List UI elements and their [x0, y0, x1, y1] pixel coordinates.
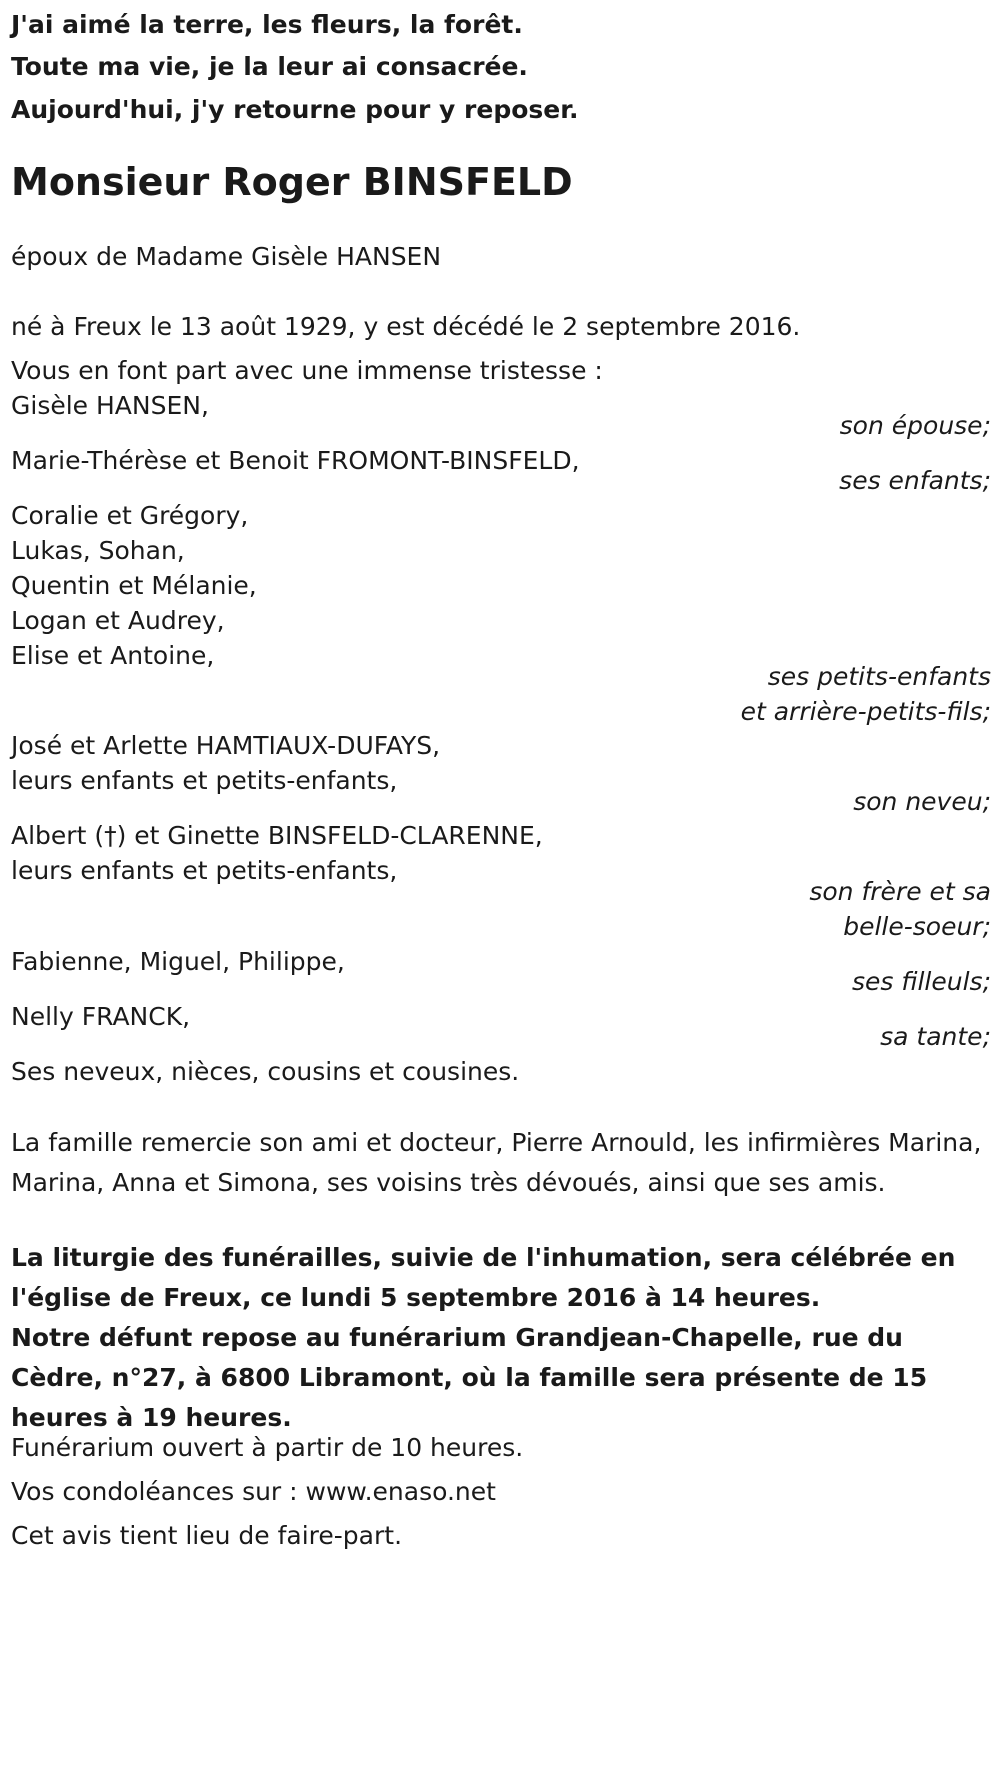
family-name-line: leurs enfants et petits-enfants,: [11, 856, 398, 885]
family-name-line: Coralie et Grégory,: [11, 501, 249, 530]
family-relation: son neveu;: [853, 787, 991, 816]
family-relation: son frère et sa: [809, 877, 991, 906]
opening-hours: Funérarium ouvert à partir de 10 heures.: [11, 1433, 524, 1462]
closing-line: Cet avis tient lieu de faire-part.: [11, 1521, 403, 1550]
spouse-line: époux de Madame Gisèle HANSEN: [11, 242, 442, 271]
family-name-line: leurs enfants et petits-enfants,: [11, 766, 398, 795]
family-name-line: Logan et Audrey,: [11, 606, 225, 635]
extended-family: Ses neveux, nièces, cousins et cousines.: [11, 1057, 520, 1086]
family-name-line: Gisèle HANSEN,: [11, 391, 209, 420]
poem-line: Toute ma vie, je la leur ai consacrée.: [11, 52, 528, 81]
family-name-line: Quentin et Mélanie,: [11, 571, 257, 600]
family-name-line: Elise et Antoine,: [11, 641, 215, 670]
family-relation: belle-soeur;: [843, 912, 991, 941]
family-name-line: Lukas, Sohan,: [11, 536, 185, 565]
family-name-line: Nelly FRANCK,: [11, 1002, 191, 1031]
poem-line: Aujourd'hui, j'y retourne pour y reposer.: [11, 95, 579, 124]
birth-death-line: né à Freux le 13 août 1929, y est décédé le 2 septembre 2016.: [11, 312, 801, 341]
family-relation: ses petits-enfants: [767, 662, 991, 691]
family-name-line: Albert (†) et Ginette BINSFELD-CLARENNE,: [11, 821, 543, 850]
liturgy-paragraph: La liturgie des funérailles, suivie de l'inhumation, sera célébrée en l'église de Freux, ce lundi 5 septembre 2016 à 14 heures.: [11, 1243, 956, 1312]
family-relation: son épouse;: [839, 411, 991, 440]
family-relation: ses enfants;: [839, 466, 991, 495]
poem-line: J'ai aimé la terre, les fleurs, la forêt.: [11, 10, 523, 39]
family-name-line: Marie-Thérèse et Benoit FROMONT-BINSFELD,: [11, 446, 580, 475]
thanks-paragraph: La famille remercie son ami et docteur, Pierre Arnould, les infirmières Marina, Marina, Anna et Simona, ses voisins très dévoués, ainsi que ses amis.: [11, 1128, 982, 1197]
condolences-line: Vos condoléances sur : www.enaso.net: [11, 1477, 496, 1506]
announcement-intro: Vous en font part avec une immense tristesse :: [11, 356, 603, 385]
family-relation: et arrière-petits-fils;: [740, 697, 991, 726]
family-name-line: José et Arlette HAMTIAUX-DUFAYS,: [11, 731, 441, 760]
deceased-name: Monsieur Roger BINSFELD: [11, 160, 573, 204]
family-name-line: Fabienne, Miguel, Philippe,: [11, 947, 345, 976]
funerarium-paragraph: Notre défunt repose au funérarium Grandjean-Chapelle, rue du Cèdre, n°27, à 6800 Libramont, où la famille sera présente de 15 heures à 19 heures.: [11, 1323, 928, 1432]
family-relation: sa tante;: [880, 1022, 991, 1051]
family-relation: ses filleuls;: [851, 967, 991, 996]
